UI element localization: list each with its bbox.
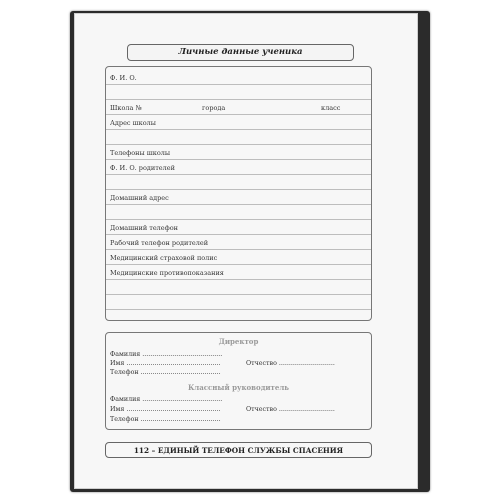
form-row: Домашний адрес xyxy=(106,190,371,205)
form-row: Домашний телефон xyxy=(106,220,371,235)
form-row: Ф. И. О. родителей xyxy=(106,160,371,175)
teacher-phone: Телефон ........................................ xyxy=(110,416,221,423)
notebook-page xyxy=(74,13,418,489)
form-row xyxy=(106,280,371,295)
contacts-box xyxy=(105,332,372,430)
form-row: Рабочий телефон родителей xyxy=(106,235,371,250)
form-row: Ф. И. О. xyxy=(106,70,371,85)
page-title: Личные данные ученика xyxy=(127,44,354,61)
director-name: Имя ............................................... xyxy=(110,360,221,367)
director-surname: Фамилия ........................................ xyxy=(110,351,223,358)
teacher-name: Имя ............................................... xyxy=(110,406,221,413)
student-data-form xyxy=(105,66,372,321)
form-row: Медицинские противопоказания xyxy=(106,265,371,280)
form-row xyxy=(106,205,371,220)
form-row xyxy=(106,130,371,145)
director-heading: Директор xyxy=(218,337,259,346)
form-row: Медицинский страховой полис xyxy=(106,250,371,265)
emergency-phone-banner: 112 – ЕДИНЫЙ ТЕЛЕФОН СЛУЖБЫ СПАСЕНИЯ xyxy=(105,442,372,458)
teacher-patronymic: Отчество ............................ xyxy=(246,406,335,413)
teacher-surname: Фамилия ........................................ xyxy=(110,396,223,403)
teacher-heading: Классный руководитель xyxy=(187,383,290,392)
director-phone: Телефон ........................................ xyxy=(110,369,221,376)
form-row: Школа № города класс xyxy=(106,100,371,115)
form-row xyxy=(106,85,371,100)
form-row xyxy=(106,175,371,190)
director-patronymic: Отчество ............................ xyxy=(246,360,335,367)
form-row xyxy=(106,295,371,310)
form-row: Телефоны школы xyxy=(106,145,371,160)
form-row: Адрес школы xyxy=(106,115,371,130)
